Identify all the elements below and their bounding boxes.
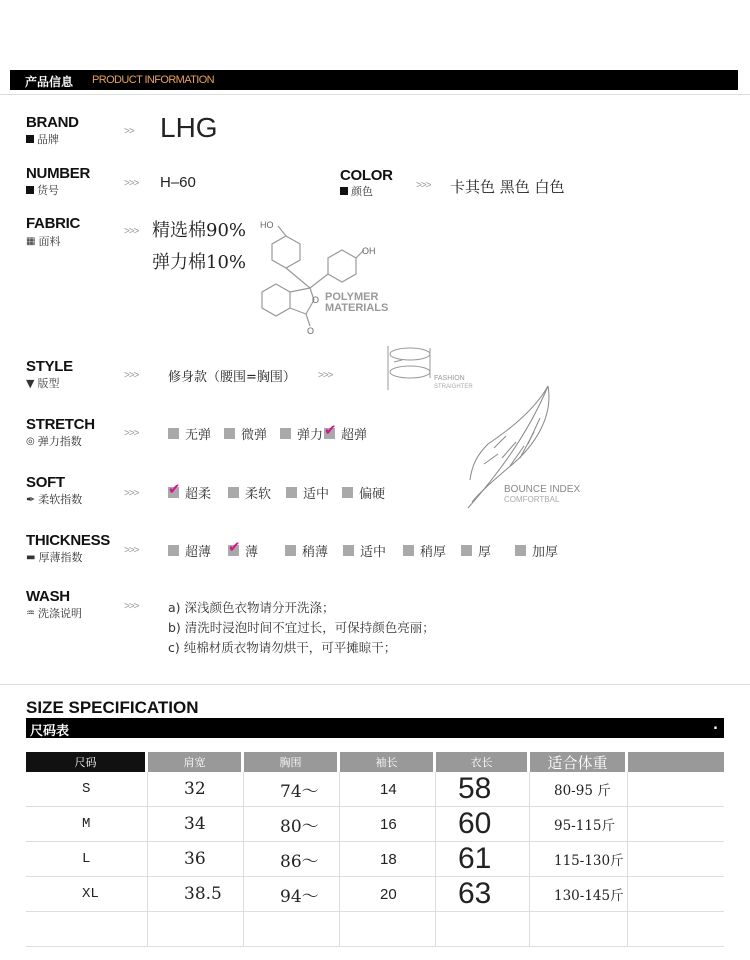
cell-size: L	[26, 842, 148, 876]
checkbox-icon	[228, 487, 239, 498]
soft-options	[168, 483, 398, 502]
arrow-indicator: >>>	[124, 545, 139, 556]
bounce-caption-2: COMFORTBAL	[504, 495, 560, 504]
header-weight: 适合体重	[530, 752, 628, 772]
header-extra	[628, 752, 724, 772]
grid-icon: ▦	[26, 235, 36, 247]
option-label: 稍薄	[302, 545, 329, 560]
size-header-bar	[26, 718, 724, 738]
arrow-indicator: >>>	[416, 180, 431, 191]
soft-option[interactable]	[168, 483, 228, 502]
cell-length: 58	[436, 772, 530, 806]
cell-chest: 94～	[244, 877, 340, 911]
molecule-illustration	[254, 214, 424, 336]
checked-icon	[324, 428, 335, 439]
cell-shoulder: 36	[148, 842, 244, 876]
number-label-cn-text: 货号	[37, 184, 59, 197]
number-value: H–60	[160, 174, 196, 191]
wash-label: WASH	[26, 588, 70, 605]
style-label-cn-text: 版型	[37, 377, 60, 390]
size-section-title: SIZE SPECIFICATION	[26, 698, 199, 717]
fabric-label-cn	[26, 233, 60, 249]
option-label: 超弹	[341, 428, 368, 443]
soft-label-cn	[26, 491, 82, 507]
style-label-cn	[26, 375, 59, 391]
thickness-option[interactable]	[403, 541, 461, 560]
bounce-caption-1: BOUNCE INDEX	[504, 484, 581, 495]
option-label: 偏硬	[359, 487, 386, 502]
stretch-label-cn-text: 弹力指数	[37, 435, 82, 448]
number-label-cn	[26, 182, 59, 198]
cell-size: M	[26, 807, 148, 841]
arrow-indicator: >>>	[124, 601, 139, 612]
spring-icon: ◎	[26, 435, 35, 447]
arrow-indicator: >>>	[124, 370, 139, 381]
option-label: 适中	[303, 487, 330, 502]
arrow-indicator: >>>	[318, 370, 333, 381]
color-label-cn	[340, 183, 373, 199]
checkbox-icon	[280, 428, 291, 439]
cell-chest: 74～	[244, 772, 340, 806]
brand-label-cn-text: 品牌	[37, 133, 59, 146]
stretch-option[interactable]	[168, 424, 224, 443]
fashion-caption-2: STRAIGHTER	[434, 384, 473, 390]
table-row	[26, 807, 724, 842]
feather-illustration	[458, 384, 598, 514]
cell-extra	[628, 807, 724, 841]
layers-icon: ▬	[26, 551, 36, 563]
cell-sleeve	[340, 912, 436, 946]
stretch-label: STRETCH	[26, 416, 95, 433]
header-sleeve: 袖长	[340, 752, 436, 772]
checked-icon	[168, 487, 179, 498]
thickness-label: THICKNESS	[26, 532, 110, 549]
thickness-option[interactable]	[285, 541, 343, 560]
cell-weight: 80-95 斤	[530, 772, 628, 806]
molecule-label-o-2: O	[307, 326, 315, 336]
wash-line-c: c) 纯棉材质衣物请勿烘干，可平摊晾干；	[168, 640, 397, 655]
cell-weight	[530, 912, 628, 946]
fabric-line-1: 精选棉90%	[152, 220, 247, 241]
option-label: 适中	[360, 545, 387, 560]
cell-sleeve: 18	[340, 842, 436, 876]
option-label: 厚	[478, 545, 492, 560]
stretch-option[interactable]	[324, 424, 380, 443]
cell-sleeve: 16	[340, 807, 436, 841]
stretch-option[interactable]	[280, 424, 324, 443]
cell-weight: 95-115斤	[530, 807, 628, 841]
cell-shoulder: 34	[148, 807, 244, 841]
option-label: 弹力	[297, 428, 324, 443]
checkbox-icon	[515, 545, 526, 556]
size-bar-dot: .	[713, 718, 718, 733]
option-label: 微弹	[241, 428, 268, 443]
table-row	[26, 772, 724, 807]
soft-option[interactable]	[286, 483, 342, 502]
cell-extra	[628, 912, 724, 946]
option-label: 无弹	[185, 428, 212, 443]
size-title-cn: 尺码表	[30, 724, 70, 739]
size-table-body	[26, 772, 724, 947]
arrow-indicator: >>>	[124, 226, 139, 237]
cell-weight: 115-130斤	[530, 842, 628, 876]
thickness-option[interactable]	[343, 541, 403, 560]
cell-chest: 86～	[244, 842, 340, 876]
checkbox-icon	[461, 545, 472, 556]
section-title-cn: 产品信息	[25, 75, 74, 89]
wash-line-b: b) 清洗时浸泡时间不宜过长，可保持颜色亮丽；	[168, 620, 435, 635]
square-icon	[26, 135, 34, 143]
number-label: NUMBER	[26, 165, 91, 182]
section-title-en: PRODUCT INFORMATION	[92, 74, 215, 86]
option-label: 柔软	[245, 487, 272, 502]
cell-size	[26, 912, 148, 946]
section-divider	[0, 684, 750, 685]
washtub-icon: ♒	[26, 607, 35, 619]
table-row	[26, 842, 724, 877]
fashion-caption-1: FASHION	[434, 375, 465, 382]
header-length: 衣长	[436, 752, 530, 772]
checkbox-icon	[224, 428, 235, 439]
cell-length: 63	[436, 877, 530, 911]
size-table	[26, 752, 724, 947]
option-label: 加厚	[532, 545, 559, 560]
cell-chest: 80～	[244, 807, 340, 841]
brand-value: LHG	[160, 112, 218, 143]
fabric-label-cn-text: 面料	[38, 235, 61, 248]
option-label: 超薄	[185, 545, 212, 560]
style-value: 修身款（腰围=胸围）	[168, 370, 296, 385]
size-table-header	[26, 752, 724, 772]
arrow-indicator: >>>	[124, 178, 139, 189]
stretch-label-cn	[26, 433, 82, 449]
feather-icon: ✒	[26, 492, 36, 506]
header-size: 尺码	[26, 752, 148, 772]
brand-label-cn	[26, 131, 59, 147]
square-icon	[340, 187, 348, 195]
checkbox-icon	[286, 487, 297, 498]
checkbox-icon	[168, 428, 179, 439]
thickness-label-cn	[26, 549, 82, 565]
molecule-label-ho: HO	[260, 220, 274, 230]
molecule-label-o: O	[312, 295, 320, 305]
cell-length: 60	[436, 807, 530, 841]
option-label: 超柔	[185, 487, 212, 502]
style-label: STYLE	[26, 358, 73, 375]
arrow-indicator: >>>	[124, 428, 139, 439]
soft-option[interactable]	[228, 483, 286, 502]
header-chest: 胸围	[244, 752, 340, 772]
molecule-label-oh: OH	[362, 246, 376, 256]
stretch-options	[168, 424, 380, 443]
square-icon	[26, 186, 34, 194]
thickness-option[interactable]	[168, 541, 228, 560]
checkbox-icon	[168, 545, 179, 556]
arrow-indicator: >>	[124, 126, 134, 137]
cell-length	[436, 912, 530, 946]
checked-icon	[228, 545, 239, 556]
fabric-line-2: 弹力棉10%	[152, 252, 247, 273]
arrow-indicator: >>>	[124, 488, 139, 499]
polymer-caption-2: MATERIALS	[325, 302, 389, 314]
cell-extra	[628, 842, 724, 876]
cell-size: XL	[26, 877, 148, 911]
thickness-option[interactable]	[515, 541, 558, 560]
soft-label-cn-text: 柔软指数	[38, 493, 83, 506]
cell-length: 61	[436, 842, 530, 876]
soft-label: SOFT	[26, 474, 65, 491]
table-row	[26, 877, 724, 912]
checkbox-icon	[403, 545, 414, 556]
soft-option[interactable]	[342, 483, 398, 502]
thickness-option[interactable]	[461, 541, 515, 560]
wash-label-cn-text: 洗涤说明	[37, 607, 82, 620]
cell-shoulder: 32	[148, 772, 244, 806]
brand-label: BRAND	[26, 114, 79, 131]
cell-weight: 130-145斤	[530, 877, 628, 911]
option-label: 稍厚	[420, 545, 447, 560]
polymer-caption-1: POLYMER	[325, 291, 379, 303]
color-value: 卡其色 黑色 白色	[450, 178, 565, 196]
wash-label-cn	[26, 605, 82, 621]
checkbox-icon	[342, 487, 353, 498]
cell-shoulder: 38.5	[148, 877, 244, 911]
cell-size: S	[26, 772, 148, 806]
cell-shoulder	[148, 912, 244, 946]
section-header-bar	[10, 70, 738, 90]
thickness-options	[168, 541, 558, 560]
thickness-label-cn-text: 厚薄指数	[38, 551, 83, 564]
cell-chest	[244, 912, 340, 946]
stretch-option[interactable]	[224, 424, 280, 443]
cell-sleeve: 14	[340, 772, 436, 806]
header-divider	[0, 94, 750, 95]
header-shoulder: 肩宽	[148, 752, 244, 772]
shirt-icon: ▼	[26, 376, 35, 390]
thickness-option[interactable]	[228, 541, 285, 560]
option-label: 薄	[245, 545, 259, 560]
cell-extra	[628, 877, 724, 911]
checkbox-icon	[343, 545, 354, 556]
table-row	[26, 912, 724, 947]
cell-sleeve: 20	[340, 877, 436, 911]
checkbox-icon	[285, 545, 296, 556]
cell-extra	[628, 772, 724, 806]
fabric-label: FABRIC	[26, 215, 81, 232]
wash-line-a: a) 深浅颜色衣物请分开洗涤；	[168, 600, 335, 615]
color-label: COLOR	[340, 167, 393, 184]
color-label-cn-text: 颜色	[351, 185, 373, 198]
